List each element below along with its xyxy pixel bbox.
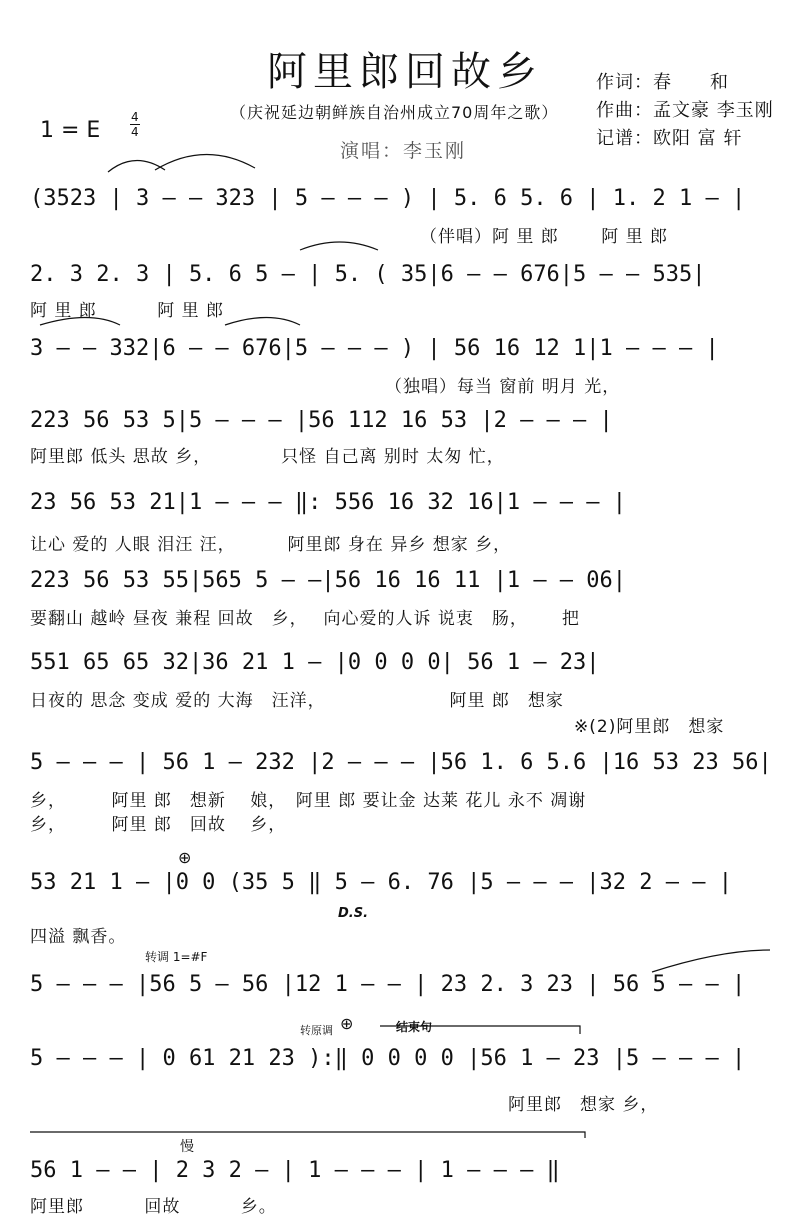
lyric-line-4: 阿里郎 低头 思故 乡， 只怪 自己离 别时 太匆 忙，	[30, 447, 505, 467]
score-line-2: 2. 3 2. 3 | 5. 6 5 — | 5. ( 35|6 — — 676|5 — — 535|	[30, 262, 706, 287]
score-line-12: 56 1 — — | 2 3 2 — | 1 — — — | 1 — — — ‖	[30, 1158, 560, 1183]
score-line-5: 23 56 53 21|1 — — — ‖: 556 16 32 16|1 — — — |	[30, 490, 627, 515]
meter-top: 4	[131, 110, 139, 124]
composer-credit: 作曲：孟文豪 李玉刚	[596, 100, 774, 121]
lyric-line-1: （伴唱）阿 里 郎 阿 里 郎	[420, 227, 669, 247]
score-line-3: 3 — — 332|6 — — 676|5 — — — ) | 56 16 12 1|1 — — — |	[30, 336, 719, 361]
meter-bottom: 4	[131, 125, 139, 139]
score-line-8: 5 — — — | 56 1 — 232 |2 — — — |56 1. 6 5.6 |16 53 23 56|	[30, 750, 772, 775]
score-line-1: (3523 | 3 — — 323 | 5 — — — ) | 5. 6 5. 6 | 1. 2 1 — |	[30, 186, 746, 211]
score-line-7: 551 65 65 32|36 21 1 — |0 0 0 0| 56 1 — 23|	[30, 650, 600, 675]
lyric-line-3: （独唱）每当 窗前 明月 光，	[385, 377, 621, 397]
page-title: 阿里郎回故乡	[267, 49, 543, 95]
tempo-slow-marking: 慢	[180, 1139, 194, 1155]
score-line-9: 53 21 1 — |0 0 (35 5 ‖ 5 — 6. 76 |5 — — — |32 2 — — |	[30, 870, 732, 895]
lyric-line-5: 让心 爱的 人眼 泪汪 汪， 阿里郎 身在 异乡 想家 乡，	[30, 535, 512, 555]
lyric-line-2: 阿 里 郎 阿 里 郎	[30, 301, 225, 321]
ending-marking: 结束句	[396, 1020, 433, 1034]
return-key-marking: 转原调	[300, 1024, 333, 1037]
lyric-line-9: 四溢 飘香。	[30, 927, 127, 947]
lyric-line-6: 要翻山 越岭 昼夜 兼程 回故 乡， 向心爱的人诉 说衷 肠， 把	[30, 609, 580, 629]
subtitle: （庆祝延边朝鲜族自治州成立70周年之歌）	[230, 103, 559, 122]
score-line-10: 5 — — — |56 5 — 56 |12 1 — — | 23 2. 3 23 | 56 5 — — |	[30, 972, 746, 997]
singer-credit: 演唱：李玉刚	[340, 140, 467, 162]
transcriber-credit: 记谱：欧阳 富 轩	[596, 128, 743, 149]
lyric-line-7: 日夜的 思念 变成 爱的 大海 汪洋， 阿里 郎 想家	[30, 691, 564, 711]
lyric-line-11: 阿里郎 想家 乡，	[508, 1095, 659, 1115]
modulation-marking: 转调 1=#F	[145, 950, 208, 964]
coda-sign-icon: ⊕	[178, 848, 192, 867]
score-line-11: 5 — — — | 0 61 21 23 ):‖ 0 0 0 0 |56 1 — 23 |5 — — — |	[30, 1046, 746, 1071]
repeat-alt-lyric: ※(2)阿里郎 想家	[574, 717, 725, 737]
coda-sign-icon-2: ⊕	[340, 1014, 354, 1033]
lyric-line-8: 乡， 阿里 郎 想新 娘， 阿里 郎 要让金 达莱 花儿 永不 凋谢	[30, 791, 587, 811]
key-signature: 1 = E	[40, 118, 101, 143]
lyric-line-12: 阿里郎 回故 乡。	[30, 1197, 277, 1217]
score-line-4: 223 56 53 5|5 — — — |56 112 16 53 |2 — — — |	[30, 408, 613, 433]
ds-marking: D.S.	[338, 906, 369, 921]
score-line-6: 223 56 53 55|565 5 — —|56 16 16 11 |1 — — 06|	[30, 568, 627, 593]
lyricist-credit: 作词：春 和	[596, 72, 729, 93]
lyric-line-8-verse2: 乡， 阿里 郎 回故 乡，	[30, 815, 287, 835]
